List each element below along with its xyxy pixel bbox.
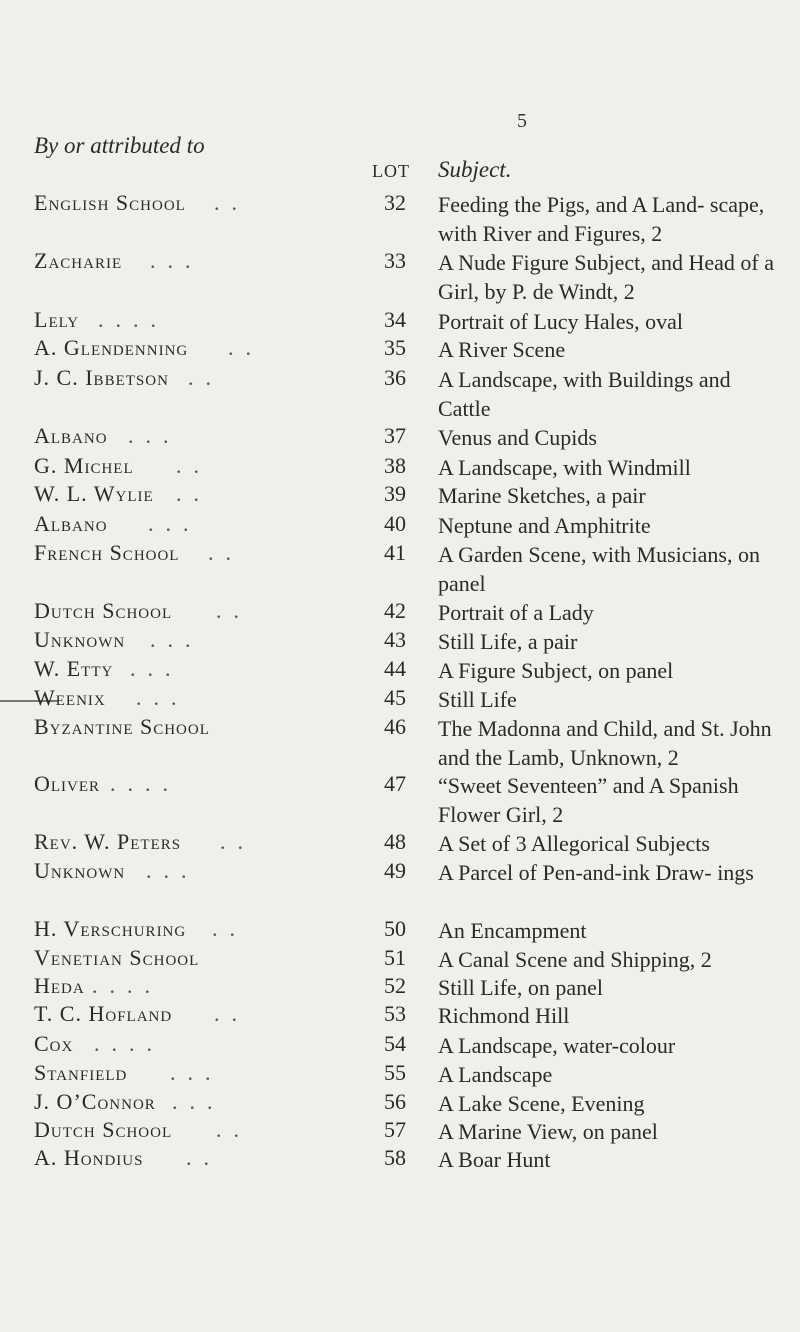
entry-subject: Marine Sketches, a pair bbox=[438, 483, 646, 508]
dot-leader: ... bbox=[148, 511, 201, 536]
page-number: 5 bbox=[517, 110, 527, 132]
entry-lot-number: 35 bbox=[384, 335, 406, 360]
entry-artist: French School bbox=[34, 540, 180, 565]
entry-artist: H. Verschuring bbox=[34, 916, 187, 941]
entry-artist: T. C. Hofland bbox=[34, 1001, 173, 1026]
entry-artist: J. O’Connor bbox=[34, 1089, 156, 1114]
artist-column-header: By or attributed to bbox=[34, 133, 205, 158]
catalogue-entry bbox=[0, 190, 800, 246]
dot-leader: .. bbox=[216, 598, 251, 623]
catalogue-entry bbox=[0, 1089, 800, 1119]
dot-leader: ... bbox=[146, 858, 199, 883]
catalogue-entry bbox=[0, 829, 800, 859]
catalogue-entry bbox=[0, 627, 800, 657]
dot-leader: .. bbox=[216, 1117, 251, 1142]
entry-artist: Dutch School bbox=[34, 1117, 173, 1142]
dot-leader: ... bbox=[136, 685, 189, 710]
dot-leader: ... bbox=[170, 1060, 223, 1085]
dot-leader: ... bbox=[150, 627, 203, 652]
entry-artist: Lely bbox=[34, 307, 80, 332]
entry-lot-number: 47 bbox=[384, 771, 406, 796]
dot-leader: .... bbox=[92, 973, 162, 998]
entry-subject: A Garden Scene, with Musicians, on panel bbox=[438, 542, 760, 596]
entry-lot-number: 56 bbox=[384, 1089, 406, 1114]
catalogue-entry bbox=[0, 1145, 800, 1175]
catalogue-entry bbox=[0, 453, 800, 483]
entry-subject: A Figure Subject, on panel bbox=[438, 658, 674, 683]
catalogue-entry bbox=[0, 365, 800, 421]
catalogue-entry bbox=[0, 1060, 800, 1090]
catalogue-entry bbox=[0, 248, 800, 304]
catalogue-entry bbox=[0, 540, 800, 596]
entry-artist: A. Hondius bbox=[34, 1145, 144, 1170]
entry-lot-number: 41 bbox=[384, 540, 406, 565]
entry-lot-number: 42 bbox=[384, 598, 406, 623]
catalogue-entry bbox=[0, 771, 800, 827]
entry-artist: Oliver bbox=[34, 771, 101, 796]
entry-artist: Rev. W. Peters bbox=[34, 829, 182, 854]
entry-artist: Albano bbox=[34, 423, 108, 448]
catalogue-entry bbox=[0, 598, 800, 628]
entry-subject: A Landscape bbox=[438, 1062, 553, 1087]
entry-lot-number: 51 bbox=[384, 945, 406, 970]
entry-lot-number: 37 bbox=[384, 423, 406, 448]
catalogue-entry bbox=[0, 1117, 800, 1147]
catalogue-entry bbox=[0, 685, 800, 715]
entry-subject: A River Scene bbox=[438, 337, 566, 362]
entry-subject: A Lake Scene, Evening bbox=[438, 1091, 645, 1116]
entry-subject: Feeding the Pigs, and A Land- scape, with River and Figures, 2 bbox=[438, 192, 765, 246]
entry-subject: A Landscape, with Buildings and Cattle bbox=[438, 367, 731, 421]
catalogue-entry bbox=[0, 307, 800, 337]
dot-leader: ... bbox=[150, 248, 203, 273]
dot-leader: ... bbox=[172, 1089, 225, 1114]
entry-artist: Venetian School bbox=[34, 945, 200, 970]
catalogue-entry bbox=[0, 1031, 800, 1061]
entry-lot-number: 40 bbox=[384, 511, 406, 536]
entry-subject: Still Life bbox=[438, 687, 517, 712]
entry-artist: G. Michel bbox=[34, 453, 134, 478]
catalogue-entry bbox=[0, 714, 800, 770]
lot-column-header: LOT bbox=[372, 161, 410, 181]
entry-artist: J. C. Ibbetson bbox=[34, 365, 169, 390]
dot-leader: .. bbox=[186, 1145, 221, 1170]
entry-subject: A Set of 3 Allegorical Subjects bbox=[438, 831, 710, 856]
entry-artist: Zacharie bbox=[34, 248, 123, 273]
dot-leader: .. bbox=[176, 481, 211, 506]
entry-lot-number: 53 bbox=[384, 1001, 406, 1026]
entry-artist: Unknown bbox=[34, 858, 126, 883]
entry-artist: Albano bbox=[34, 511, 108, 536]
dot-leader: .. bbox=[228, 335, 263, 360]
entry-artist: Cox bbox=[34, 1031, 74, 1056]
entry-lot-number: 43 bbox=[384, 627, 406, 652]
entry-artist: Dutch School bbox=[34, 598, 173, 623]
entry-lot-number: 48 bbox=[384, 829, 406, 854]
dot-leader: .. bbox=[220, 829, 255, 854]
entry-lot-number: 50 bbox=[384, 916, 406, 941]
dot-leader: .... bbox=[98, 307, 168, 332]
entry-lot-number: 36 bbox=[384, 365, 406, 390]
dot-leader: .... bbox=[94, 1031, 164, 1056]
entry-lot-number: 39 bbox=[384, 481, 406, 506]
entry-subject: A Canal Scene and Shipping, 2 bbox=[438, 947, 712, 972]
dot-leader: .. bbox=[214, 1001, 249, 1026]
entry-lot-number: 38 bbox=[384, 453, 406, 478]
entry-subject: Venus and Cupids bbox=[438, 425, 597, 450]
catalogue-entry bbox=[0, 511, 800, 541]
entry-lot-number: 54 bbox=[384, 1031, 406, 1056]
entry-subject: A Parcel of Pen-and-ink Draw- ings bbox=[438, 860, 754, 885]
entry-subject: A Boar Hunt bbox=[438, 1147, 551, 1172]
entry-artist: W. L. Wylie bbox=[34, 481, 154, 506]
dot-leader: .. bbox=[212, 916, 247, 941]
entry-artist: A. Glendenning bbox=[34, 335, 189, 360]
entry-artist: Heda bbox=[34, 973, 85, 998]
catalogue-entry bbox=[0, 973, 800, 1003]
dot-leader: ... bbox=[130, 656, 183, 681]
entry-lot-number: 45 bbox=[384, 685, 406, 710]
entry-lot-number: 57 bbox=[384, 1117, 406, 1142]
entry-lot-number: 32 bbox=[384, 190, 406, 215]
entry-lot-number: 49 bbox=[384, 858, 406, 883]
entry-subject: Portrait of a Lady bbox=[438, 600, 594, 625]
entry-artist: Weenix bbox=[34, 685, 106, 710]
entry-subject: A Nude Figure Subject, and Head of a Girl, by P. de Windt, 2 bbox=[438, 250, 775, 304]
dot-leader: .. bbox=[176, 453, 211, 478]
subject-column-header: Subject. bbox=[438, 157, 512, 182]
entry-lot-number: 52 bbox=[384, 973, 406, 998]
catalogue-entry bbox=[0, 858, 800, 888]
entry-lot-number: 58 bbox=[384, 1145, 406, 1170]
entry-subject: Still Life, on panel bbox=[438, 975, 603, 1000]
entry-subject: A Marine View, on panel bbox=[438, 1119, 658, 1144]
catalogue-entry bbox=[0, 916, 800, 946]
entry-subject: Still Life, a pair bbox=[438, 629, 578, 654]
entry-subject: Richmond Hill bbox=[438, 1003, 570, 1028]
entry-artist: English School bbox=[34, 190, 186, 215]
entry-lot-number: 34 bbox=[384, 307, 406, 332]
entry-subject: Portrait of Lucy Hales, oval bbox=[438, 309, 683, 334]
entry-lot-number: 44 bbox=[384, 656, 406, 681]
entry-subject: Neptune and Amphitrite bbox=[438, 513, 651, 538]
catalogue-entry bbox=[0, 423, 800, 453]
entry-artist: Stanfield bbox=[34, 1060, 128, 1085]
entry-lot-number: 55 bbox=[384, 1060, 406, 1085]
entry-artist: Unknown bbox=[34, 627, 126, 652]
entry-artist: W. Etty bbox=[34, 656, 114, 681]
dot-leader: .... bbox=[110, 771, 180, 796]
dot-leader: .. bbox=[188, 365, 223, 390]
entry-subject: A Landscape, water-colour bbox=[438, 1033, 676, 1058]
entry-subject: A Landscape, with Windmill bbox=[438, 455, 691, 480]
entry-artist: Byzantine School bbox=[34, 714, 210, 739]
dot-leader: ... bbox=[128, 423, 181, 448]
dot-leader: .. bbox=[214, 190, 249, 215]
dot-leader: .. bbox=[208, 540, 243, 565]
catalogue-entry bbox=[0, 945, 800, 975]
entry-lot-number: 33 bbox=[384, 248, 406, 273]
catalogue-entry bbox=[0, 1001, 800, 1031]
catalogue-entry bbox=[0, 656, 800, 686]
entry-lot-number: 46 bbox=[384, 714, 406, 739]
catalogue-entry bbox=[0, 481, 800, 511]
catalogue-entry bbox=[0, 335, 800, 365]
entry-subject: “Sweet Seventeen” and A Spanish Flower Girl, 2 bbox=[438, 773, 739, 827]
entry-subject: The Madonna and Child, and St. John and the Lamb, Unknown, 2 bbox=[438, 716, 772, 770]
entry-subject: An Encampment bbox=[438, 918, 587, 943]
